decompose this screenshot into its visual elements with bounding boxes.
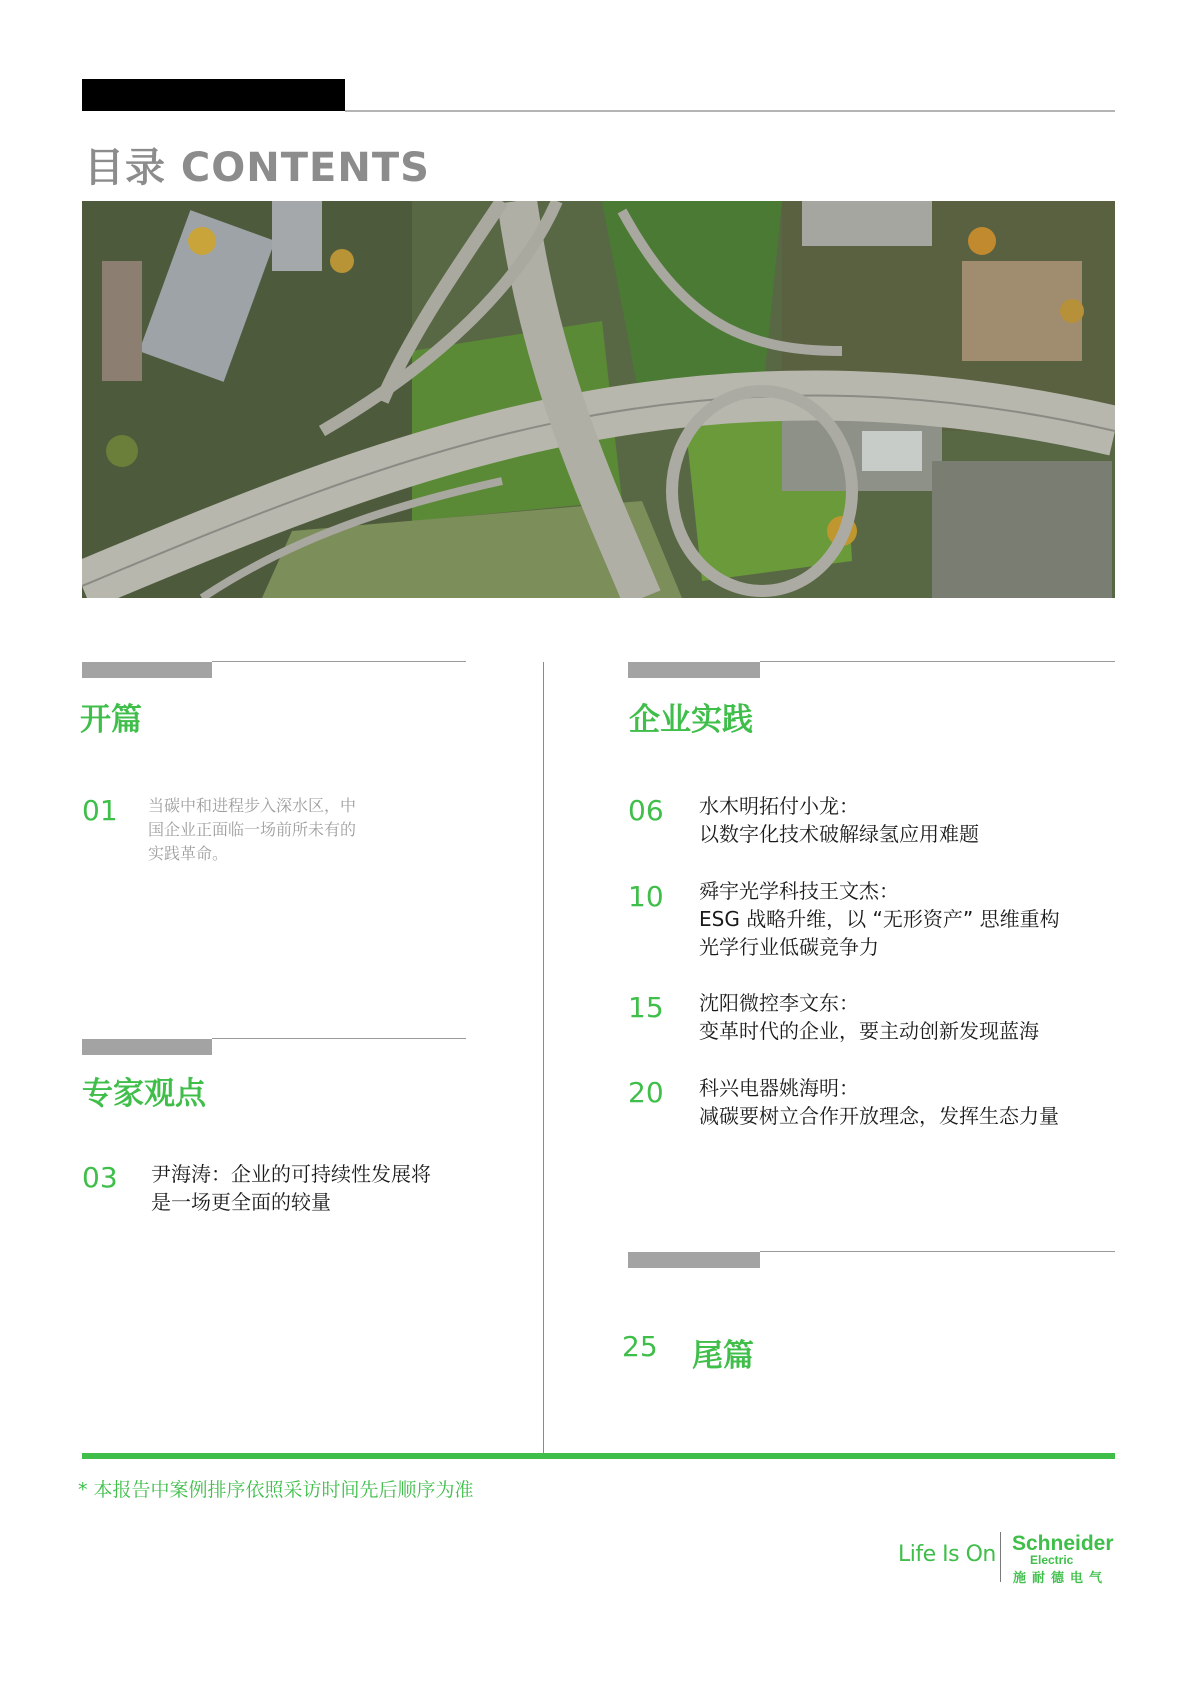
entry-number: 10 xyxy=(628,880,664,913)
header-rule xyxy=(345,110,1115,112)
entry-number: 25 xyxy=(622,1330,658,1363)
entry-title: 科兴电器姚海明： 减碳要树立合作开放理念，发挥生态力量 xyxy=(699,1076,1059,1128)
schneider-logo-sub: Electric xyxy=(1030,1553,1074,1567)
schneider-logo-wordmark: Schneider xyxy=(1012,1532,1114,1555)
entry-title: 水木明拓付小龙： 以数字化技术破解绿氢应用难题 xyxy=(699,794,979,846)
section-title-practice: 企业实践 xyxy=(629,702,753,738)
hero-aerial-highway-image xyxy=(82,201,1115,598)
section-bar-opening xyxy=(82,662,212,678)
entry-number: 03 xyxy=(82,1161,118,1194)
section-bar-experts xyxy=(82,1039,212,1055)
entry-title: 尹海涛：企业的可持续性发展将 是一场更全面的较量 xyxy=(151,1162,431,1214)
entry-number: 01 xyxy=(82,794,118,827)
schneider-logo-chinese: 施耐德电气 xyxy=(1013,1571,1109,1586)
entry-number: 06 xyxy=(628,794,664,827)
footnote: * 本报告中案例排序依照采访时间先后顺序为准 xyxy=(78,1479,474,1501)
entry-number: 15 xyxy=(628,991,664,1024)
life-is-on-tagline: Life Is On xyxy=(898,1542,996,1567)
entry-title: 舜宇光学科技王文杰： ESG 战略升维，以 “无形资产” 思维重构 光学行业低碳竞争力 xyxy=(699,879,1060,959)
section-title-experts: 专家观点 xyxy=(82,1076,206,1112)
entry-description: 当碳中和进程步入深水区，中 国企业正面临一场前所未有的 实践革命。 xyxy=(148,796,357,863)
logo-separator xyxy=(1000,1532,1001,1582)
section-bar-ending xyxy=(628,1252,760,1268)
header-black-bar xyxy=(82,79,345,111)
section-bar-practice xyxy=(628,662,760,678)
column-divider xyxy=(543,662,544,1454)
section-rule-experts xyxy=(212,1038,466,1039)
section-rule-practice xyxy=(760,661,1115,662)
page-title: 目录 CONTENTS xyxy=(84,145,430,191)
footer-green-rule xyxy=(82,1453,1115,1459)
section-title-ending: 尾篇 xyxy=(692,1338,754,1374)
section-rule-opening xyxy=(212,661,466,662)
section-title-opening: 开篇 xyxy=(80,702,142,738)
section-rule-ending xyxy=(760,1251,1115,1252)
entry-number: 20 xyxy=(628,1076,664,1109)
entry-title: 沈阳微控李文东： 变革时代的企业，要主动创新发现蓝海 xyxy=(699,991,1039,1043)
